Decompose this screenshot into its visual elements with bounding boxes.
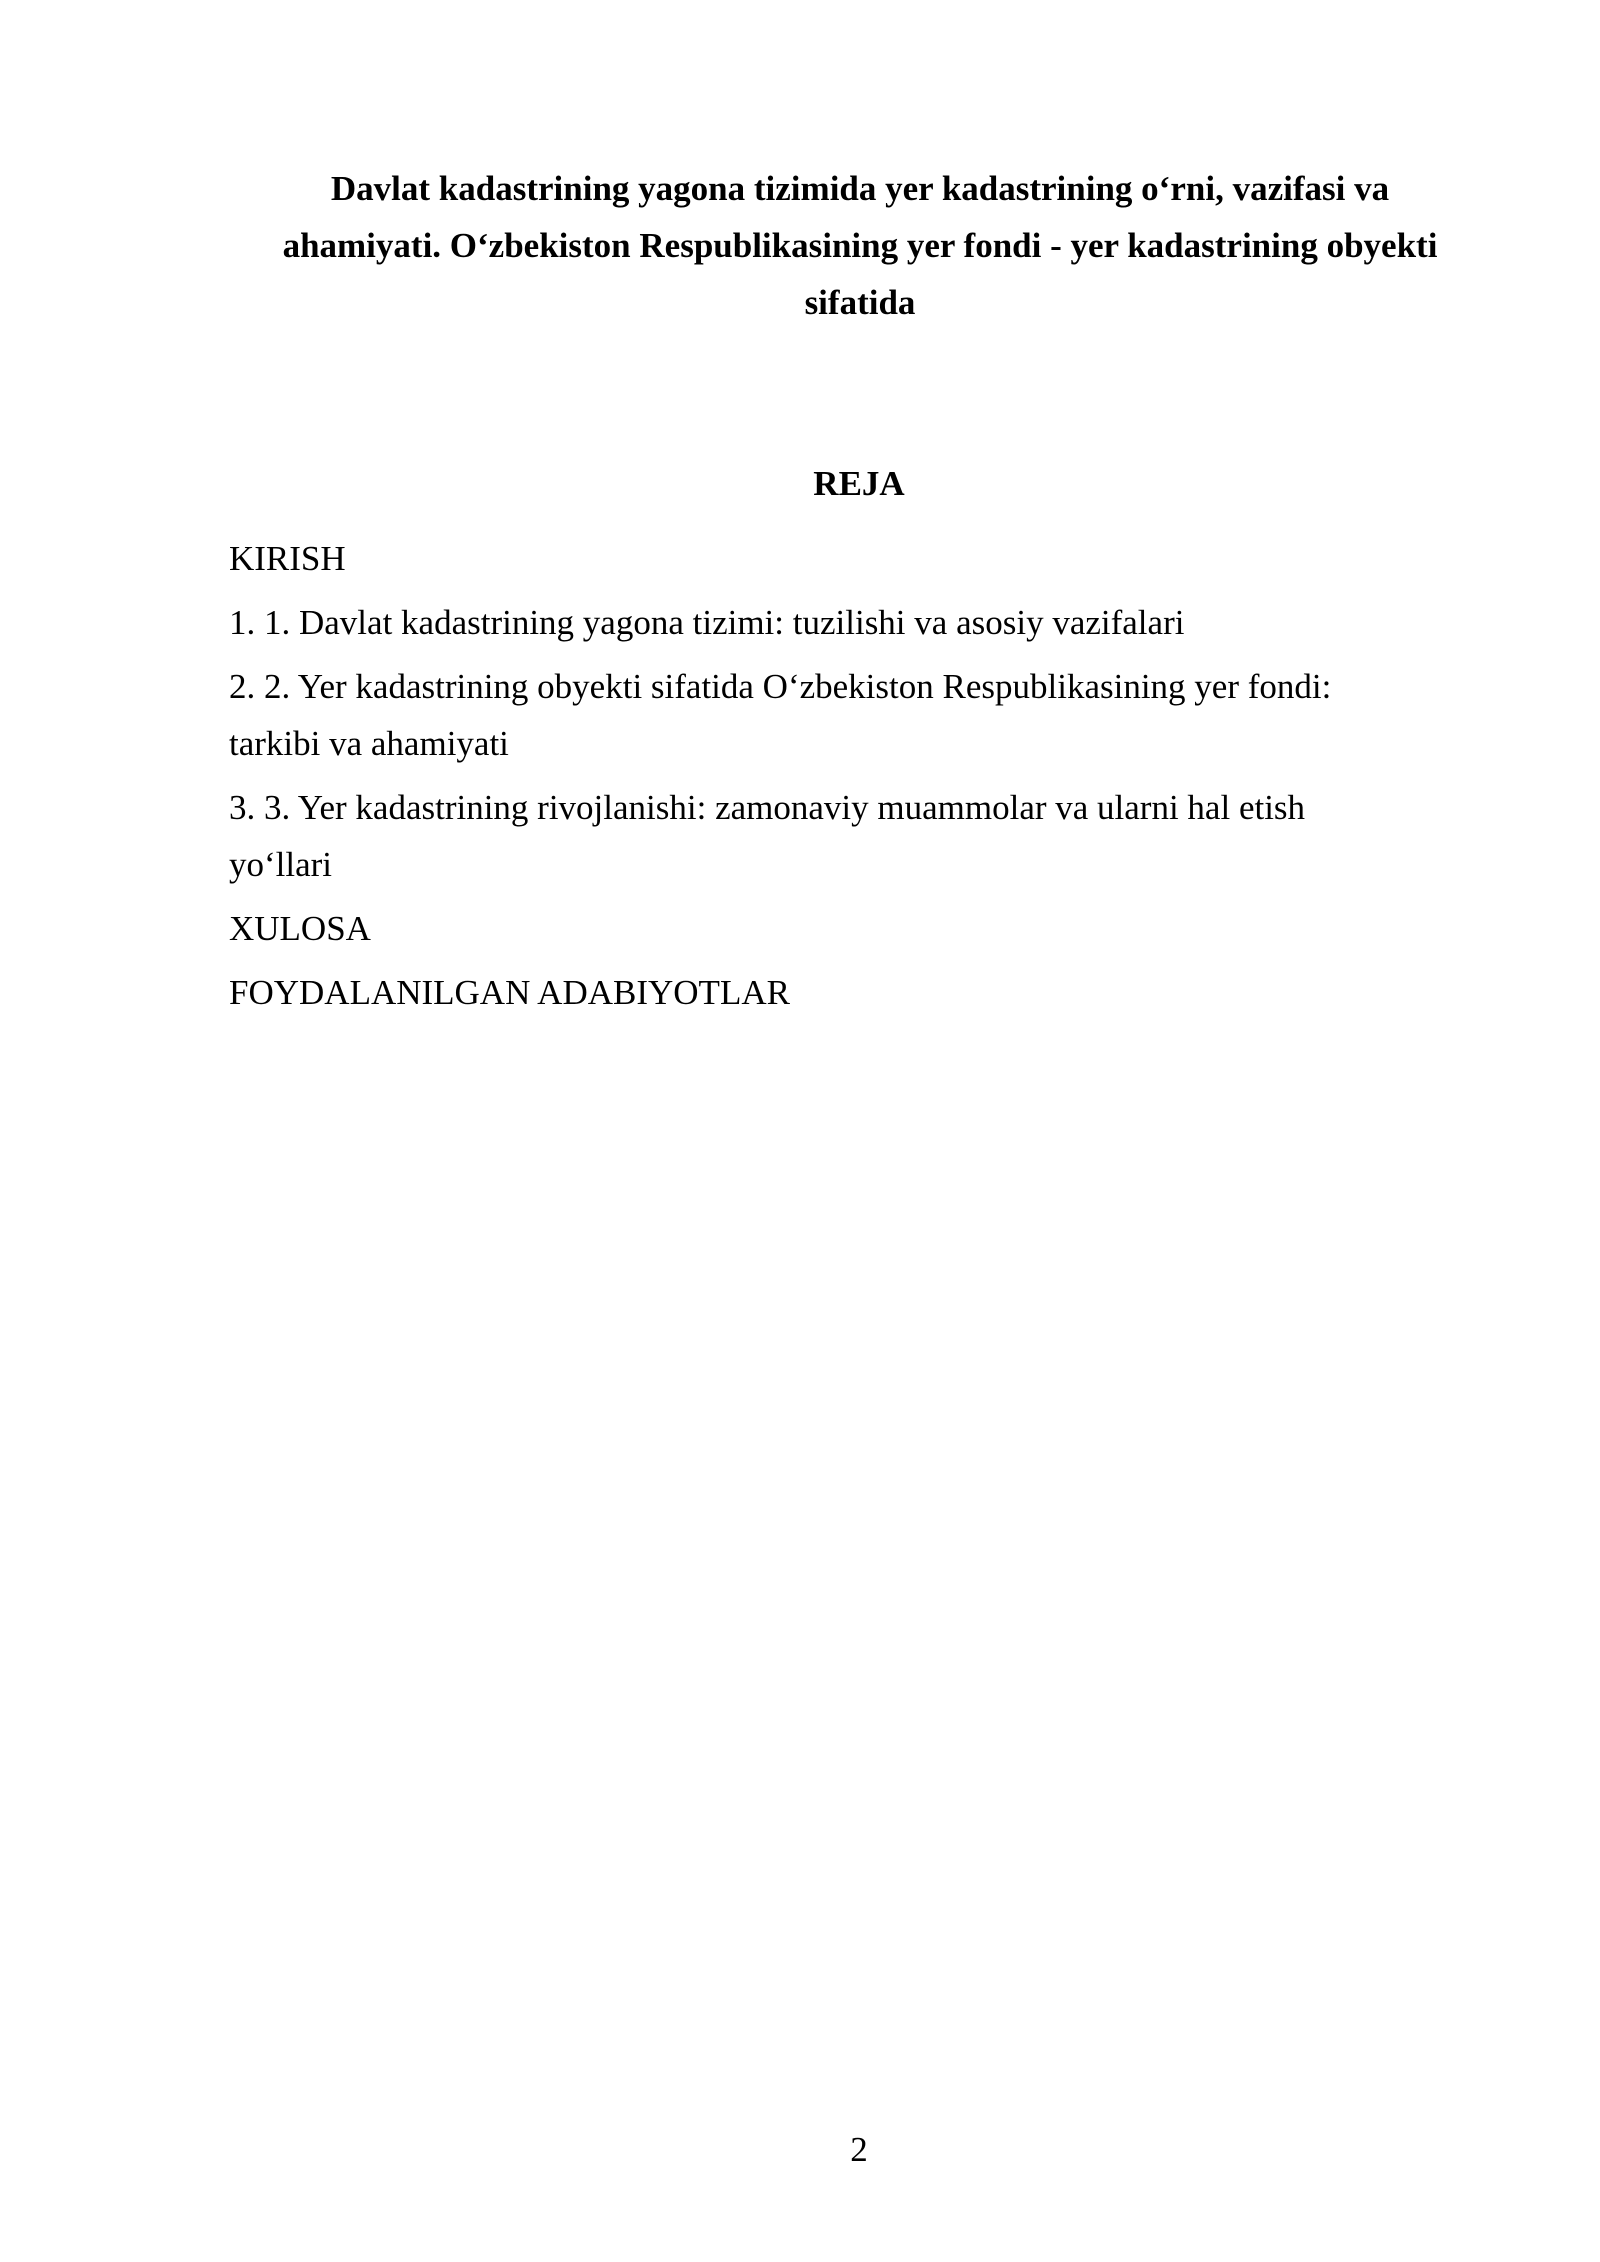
plan-item-line: KIRISH — [229, 539, 346, 578]
plan-item-line: 3. 3. Yer kadastrining rivojlanishi: zamonaviy muammolar va ularni hal etish — [229, 788, 1306, 827]
plan-item-line: 1. 1. Davlat kadastrining yagona tizimi: tuzilishi va asosiy vazifalari — [229, 603, 1185, 642]
plan-item-introduction — [229, 530, 1479, 587]
plan-item-chapter-1 — [229, 594, 1479, 651]
document-title — [225, 160, 1495, 331]
plan-item-line: FOYDALANILGAN ADABIYOTLAR — [229, 973, 790, 1012]
plan-item-conclusion — [229, 900, 1479, 957]
plan-item-references — [229, 964, 1479, 1021]
page-number: 2 — [850, 2130, 868, 2169]
plan-item-chapter-3 — [229, 779, 1479, 893]
plan-item-line: 2. 2. Yer kadastrining obyekti sifatida O‘zbekiston Respublikasining yer fondi: — [229, 667, 1332, 706]
plan-item-line: XULOSA — [229, 909, 371, 948]
plan-item-line: yo‘llari — [229, 845, 333, 884]
title-line: ahamiyati. O‘zbekiston Respublikasining yer fondi - yer kadastrining obyekti — [282, 226, 1438, 265]
title-line: Davlat kadastrining yagona tizimida yer kadastrining o‘rni, vazifasi va — [330, 169, 1390, 208]
title-line: sifatida — [804, 283, 916, 322]
plan-item-chapter-2 — [229, 658, 1479, 772]
plan-item-line: tarkibi va ahamiyati — [229, 724, 509, 763]
plan-list — [229, 530, 1479, 1028]
plan-heading: REJA — [813, 464, 905, 503]
